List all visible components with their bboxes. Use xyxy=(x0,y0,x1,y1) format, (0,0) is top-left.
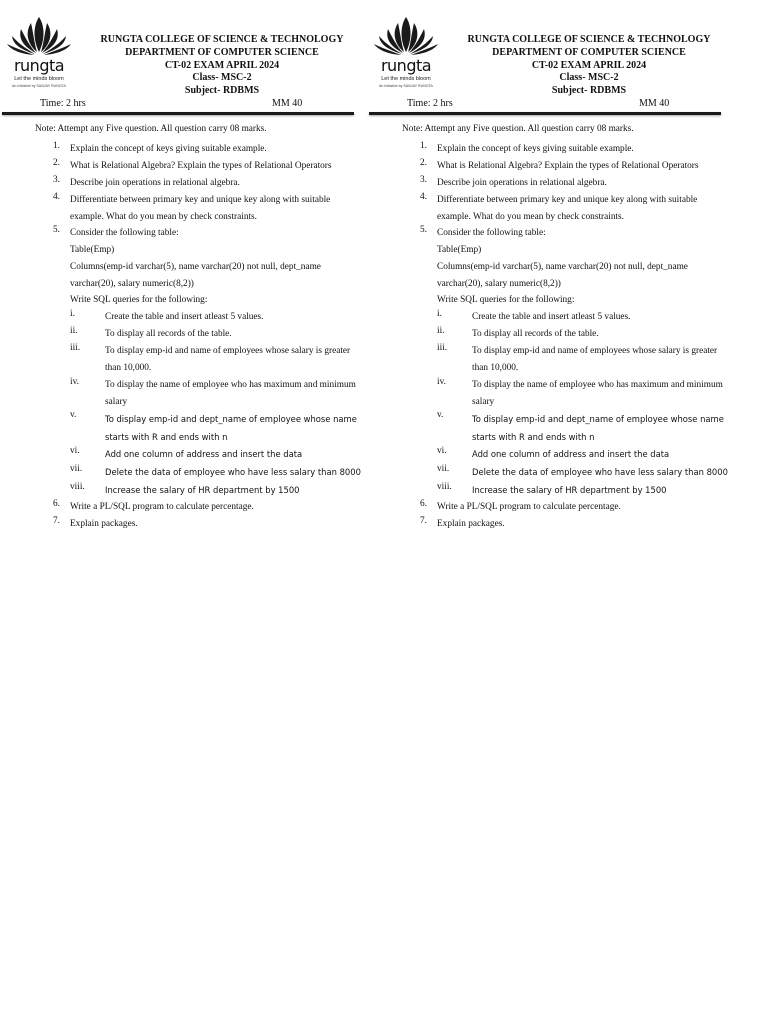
question-text: Explain the concept of keys giving suitable example. xyxy=(437,144,634,154)
sub-question-text: To display all records of the table. xyxy=(105,329,232,339)
question-number: 7. xyxy=(53,516,60,526)
exam-time: Time: 2 hrs xyxy=(407,98,453,109)
sub-question-text: To display emp-id and name of employees whose salary is greater than 10,000. xyxy=(105,346,351,373)
header-divider xyxy=(369,112,721,115)
sub-question-number: v. xyxy=(70,410,77,420)
sub-question-text: To display all records of the table. xyxy=(472,329,599,339)
sub-question-number: vi. xyxy=(70,446,80,456)
department-name: DEPARTMENT OF COMPUTER SCIENCE xyxy=(125,46,319,58)
sub-question-text: Create the table and insert atleast 5 values. xyxy=(105,312,264,322)
logo-wordmark: rungta xyxy=(380,56,432,75)
sub-question-text: Increase the salary of HR department by 1500 xyxy=(472,485,667,495)
logo-subline: An Initiative by SANJAY RUNGTA xyxy=(379,84,433,88)
table-name: Table(Emp) xyxy=(70,245,115,255)
sub-question-number: i. xyxy=(437,309,442,319)
question-number: 4. xyxy=(420,192,427,202)
college-name: RUNGTA COLLEGE OF SCIENCE & TECHNOLOGY xyxy=(100,34,344,45)
question-paper-copy-right xyxy=(367,0,727,540)
question-number: 2. xyxy=(420,158,427,168)
college-name: RUNGTA COLLEGE OF SCIENCE & TECHNOLOGY xyxy=(467,34,711,45)
question-number: 6. xyxy=(53,499,60,509)
exam-header xyxy=(459,34,719,98)
logo-wordmark: rungta xyxy=(13,56,65,75)
exam-note: Note: Attempt any Five question. All question carry 08 marks. xyxy=(402,124,634,134)
sub-question-number: iii. xyxy=(70,343,81,353)
question-text: Explain the concept of keys giving suitable example. xyxy=(70,144,267,154)
question-paper-copy-left xyxy=(0,0,360,540)
table-name: Table(Emp) xyxy=(437,245,482,255)
query-instruction: Write SQL queries for the following: xyxy=(437,295,575,305)
exam-title: CT-02 EXAM APRIL 2024 xyxy=(164,59,280,71)
sub-question-number: vi. xyxy=(437,446,447,456)
sub-question-text: Increase the salary of HR department by 1500 xyxy=(105,485,300,495)
sub-question-number: i. xyxy=(70,309,75,319)
sub-question-number: ii. xyxy=(70,326,78,336)
lotus-logo-icon xyxy=(4,14,74,60)
logo-subline: An Initiative by SANJAY RUNGTA xyxy=(12,84,66,88)
exam-note: Note: Attempt any Five question. All question carry 08 marks. xyxy=(35,124,267,134)
sub-question-number: vii. xyxy=(70,464,83,474)
sub-question-text: To display emp-id and dept_name of employee whose name starts with R and ends with n xyxy=(472,414,724,442)
question-text: Differentiate between primary key and unique key along with suitable example. What do you mean by check constraints. xyxy=(70,195,331,222)
question-number: 5. xyxy=(53,225,60,235)
sub-question-number: iv. xyxy=(437,377,446,387)
question-text: Describe join operations in relational algebra. xyxy=(437,178,607,188)
question-text: Explain packages. xyxy=(437,519,505,529)
sub-question-text: To display the name of employee who has maximum and minimum salary xyxy=(105,380,356,407)
question-text: Write a PL/SQL program to calculate percentage. xyxy=(70,502,254,512)
question-text: What is Relational Algebra? Explain the types of Relational Operators xyxy=(437,161,699,171)
question-number: 4. xyxy=(53,192,60,202)
subject-label: Subject- RDBMS xyxy=(184,85,260,97)
sub-question-text: Add one column of address and insert the data xyxy=(105,449,303,459)
query-instruction: Write SQL queries for the following: xyxy=(70,295,208,305)
question-text: Write a PL/SQL program to calculate percentage. xyxy=(437,502,621,512)
sub-question-text: To display the name of employee who has maximum and minimum salary xyxy=(472,380,723,407)
subject-label: Subject- RDBMS xyxy=(551,85,627,97)
question-number: 5. xyxy=(420,225,427,235)
department-name: DEPARTMENT OF COMPUTER SCIENCE xyxy=(492,46,686,58)
header-divider xyxy=(2,112,354,115)
sub-question-number: viii. xyxy=(437,482,452,492)
exam-title: CT-02 EXAM APRIL 2024 xyxy=(531,59,647,71)
question-text: Consider the following table: xyxy=(70,228,179,238)
sub-question-number: v. xyxy=(437,410,444,420)
logo-tagline: Let the minds bloom xyxy=(381,76,431,82)
question-number: 7. xyxy=(420,516,427,526)
question-number: 3. xyxy=(420,175,427,185)
question-number: 1. xyxy=(420,141,427,151)
college-logo xyxy=(371,14,441,90)
sub-question-text: To display emp-id and name of employees whose salary is greater than 10,000. xyxy=(472,346,718,373)
exam-time: Time: 2 hrs xyxy=(40,98,86,109)
max-marks: MM 40 xyxy=(272,98,303,109)
logo-tagline: Let the minds bloom xyxy=(14,76,64,82)
question-number: 6. xyxy=(420,499,427,509)
class-label: Class- MSC-2 xyxy=(559,72,619,84)
table-columns: Columns(emp-id varchar(5), name varchar(20) not null, dept_name varchar(20), salary numeric(8,2)) xyxy=(437,262,688,289)
question-number: 2. xyxy=(53,158,60,168)
exam-header xyxy=(92,34,352,98)
sub-question-text: Create the table and insert atleast 5 values. xyxy=(472,312,631,322)
sub-question-text: To display emp-id and dept_name of employee whose name starts with R and ends with n xyxy=(105,414,357,442)
sub-question-text: Delete the data of employee who have less salary than 8000 xyxy=(105,467,361,477)
sub-question-number: iii. xyxy=(437,343,448,353)
college-logo xyxy=(4,14,74,90)
question-text: Consider the following table: xyxy=(437,228,546,238)
sub-question-text: Delete the data of employee who have less salary than 8000 xyxy=(472,467,728,477)
sub-question-text: Add one column of address and insert the data xyxy=(472,449,670,459)
class-label: Class- MSC-2 xyxy=(192,72,252,84)
lotus-logo-icon xyxy=(371,14,441,60)
question-number: 1. xyxy=(53,141,60,151)
sub-question-number: iv. xyxy=(70,377,79,387)
table-columns: Columns(emp-id varchar(5), name varchar(20) not null, dept_name varchar(20), salary numeric(8,2)) xyxy=(70,262,321,289)
max-marks: MM 40 xyxy=(639,98,670,109)
question-text: What is Relational Algebra? Explain the types of Relational Operators xyxy=(70,161,332,171)
sub-question-number: ii. xyxy=(437,326,445,336)
sub-question-number: viii. xyxy=(70,482,85,492)
sub-question-number: vii. xyxy=(437,464,450,474)
question-text: Differentiate between primary key and unique key along with suitable example. What do you mean by check constraints. xyxy=(437,195,698,222)
question-text: Explain packages. xyxy=(70,519,138,529)
question-text: Describe join operations in relational algebra. xyxy=(70,178,240,188)
question-number: 3. xyxy=(53,175,60,185)
